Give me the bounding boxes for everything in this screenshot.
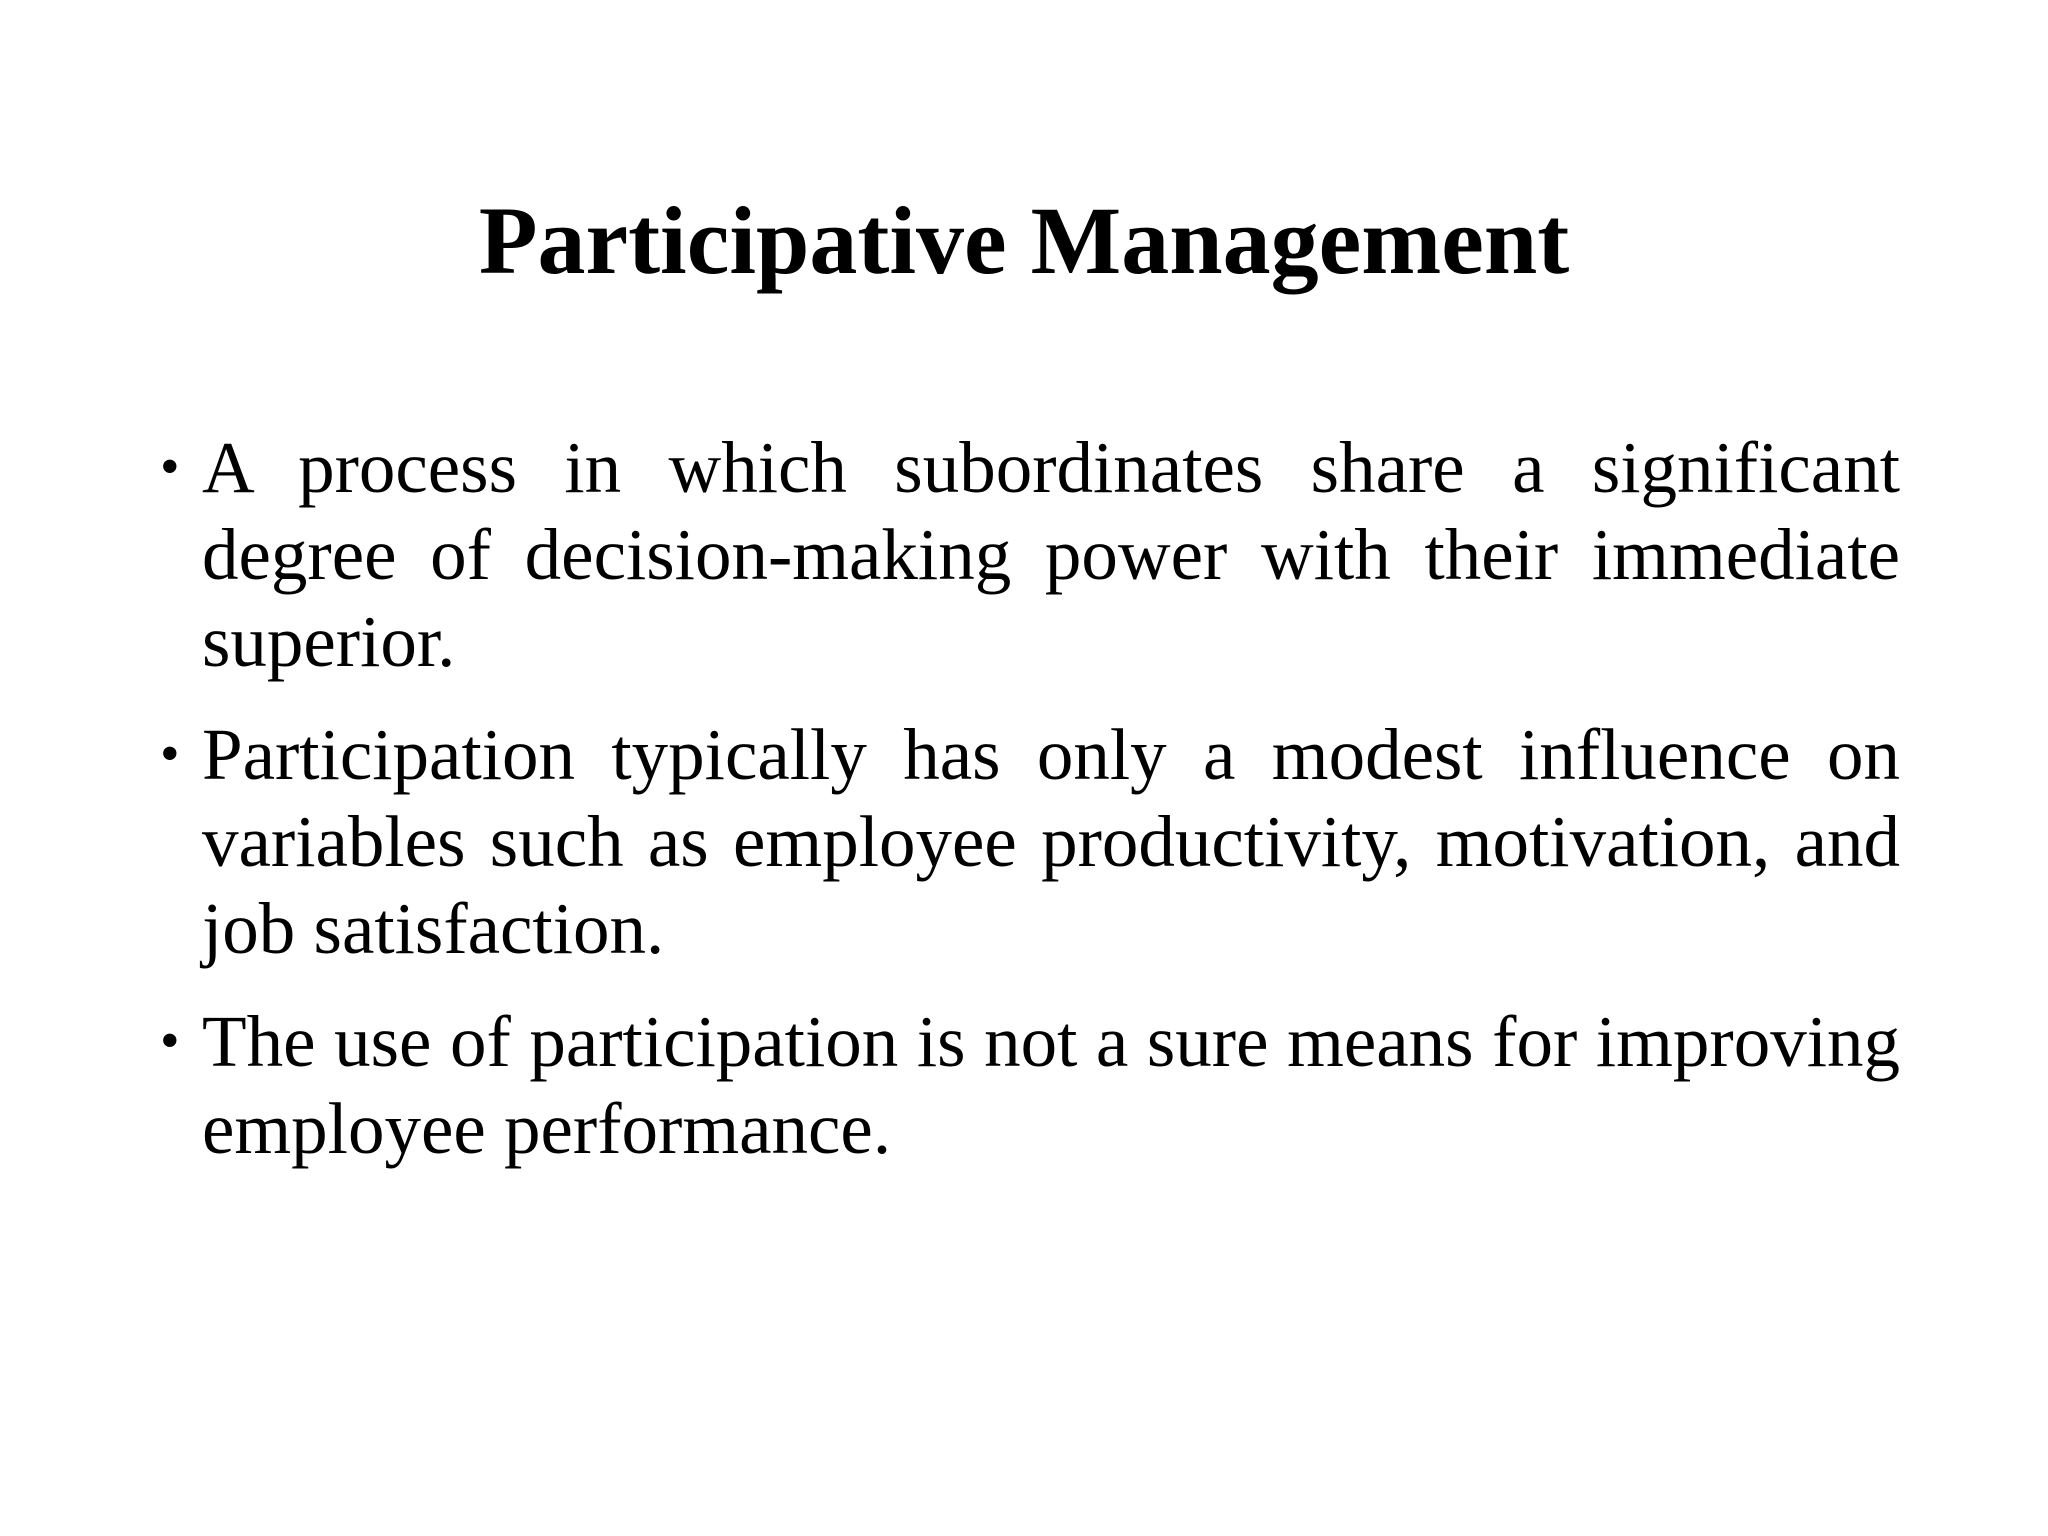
bullet-icon: • <box>160 436 180 498</box>
bullet-list <box>160 424 1900 1198</box>
bullet-text: A process in which subordinates share a significant degree of decision-making power with their immediate superior. <box>202 427 1900 682</box>
bullet-text: The use of participation is not a sure means for improving employee performance. <box>202 1001 1900 1169</box>
bullet-item <box>160 424 1900 685</box>
bullet-text: Participation typically has only a modest influence on variables such as employee productivity, motivation, and job satisfaction. <box>202 714 1900 969</box>
bullet-icon: • <box>160 723 180 785</box>
bullet-item <box>160 711 1900 972</box>
bullet-item <box>160 998 1900 1172</box>
bullet-icon: • <box>160 1010 180 1072</box>
slide-title: Participative Management <box>478 187 1570 294</box>
